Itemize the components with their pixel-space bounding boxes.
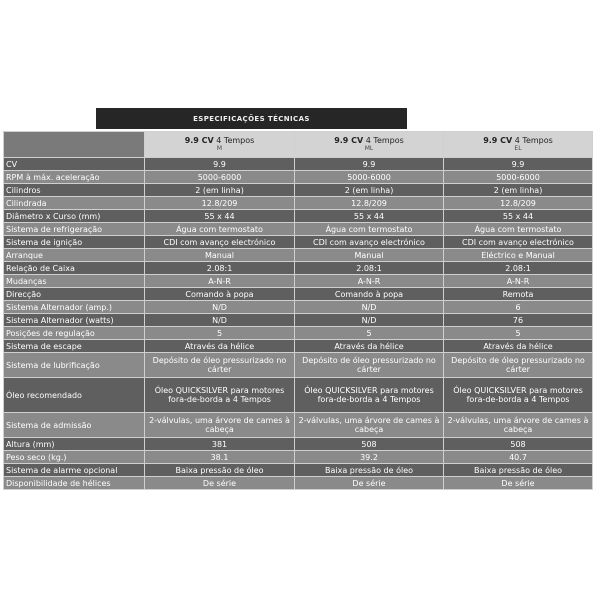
model-code: M — [216, 145, 223, 152]
column-header-m: 9.9 CV 4 Tempos M — [145, 132, 295, 158]
row-label: Óleo recomendado — [4, 378, 145, 413]
table-row — [4, 464, 593, 477]
cell-value: 9.9 — [295, 158, 444, 171]
cell-value: Remota — [444, 288, 593, 301]
row-label: RPM à máx. aceleração — [4, 171, 145, 184]
row-label: Peso seco (kg.) — [4, 451, 145, 464]
cell-value: A-N-R — [295, 275, 444, 288]
cell-value: Através da hélice — [444, 340, 593, 353]
model-code: EL — [514, 145, 522, 152]
row-label: Sistema Alternador (watts) — [4, 314, 145, 327]
cell-value: 55 x 44 — [145, 210, 295, 223]
row-label: Arranque — [4, 249, 145, 262]
cell-value: 508 — [444, 438, 593, 451]
table-row — [4, 210, 593, 223]
table-row — [4, 438, 593, 451]
cell-value: 38.1 — [145, 451, 295, 464]
table-row — [4, 378, 593, 413]
cell-value: 12.8/209 — [444, 197, 593, 210]
cell-value: 6 — [444, 301, 593, 314]
row-label: Sistema de admissão — [4, 413, 145, 438]
model-code: ML — [364, 145, 374, 152]
table-row — [4, 451, 593, 464]
cell-value: CDI com avanço electrónico — [295, 236, 444, 249]
table-row — [4, 477, 593, 490]
cell-value: Depósito de óleo pressurizado no cárter — [295, 353, 444, 378]
row-label: Cilindros — [4, 184, 145, 197]
cell-value: 2.08:1 — [295, 262, 444, 275]
row-label: Sistema Alternador (amp.) — [4, 301, 145, 314]
cell-value: 40.7 — [444, 451, 593, 464]
cell-value: Depósito de óleo pressurizado no cárter — [145, 353, 295, 378]
row-label: Mudanças — [4, 275, 145, 288]
row-label: Sistema de escape — [4, 340, 145, 353]
cell-value: N/D — [295, 314, 444, 327]
row-label: Cilindrada — [4, 197, 145, 210]
cell-value: 5 — [295, 327, 444, 340]
cell-value: De série — [295, 477, 444, 490]
cell-value: 55 x 44 — [444, 210, 593, 223]
cell-value: 76 — [444, 314, 593, 327]
table-row — [4, 158, 593, 171]
table-row — [4, 249, 593, 262]
cell-value: A-N-R — [444, 275, 593, 288]
cell-value: Manual — [145, 249, 295, 262]
cell-value: 55 x 44 — [295, 210, 444, 223]
row-label: Altura (mm) — [4, 438, 145, 451]
cell-value: 9.9 — [145, 158, 295, 171]
cell-value: Comando à popa — [295, 288, 444, 301]
row-label: CV — [4, 158, 145, 171]
row-label: Sistema de refrigeração — [4, 223, 145, 236]
column-header-el: 9.9 CV 4 Tempos EL — [444, 132, 593, 158]
cell-value: Eléctrico e Manual — [444, 249, 593, 262]
row-label: Sistema de alarme opcional — [4, 464, 145, 477]
page-title: ESPECIFICAÇÕES TÉCNICAS — [96, 108, 407, 129]
row-label: Direcção — [4, 288, 145, 301]
row-label: Posições de regulação — [4, 327, 145, 340]
cell-value: Manual — [295, 249, 444, 262]
row-label: Sistema de lubrificação — [4, 353, 145, 378]
cell-value: 5000-6000 — [145, 171, 295, 184]
cell-value: 381 — [145, 438, 295, 451]
cell-value: 5000-6000 — [444, 171, 593, 184]
cell-value: De série — [444, 477, 593, 490]
cell-value: Óleo QUICKSILVER para motores fora-de-borda a 4 Tempos — [295, 378, 444, 413]
header-corner — [4, 132, 145, 158]
cell-value: N/D — [145, 314, 295, 327]
table-row — [4, 327, 593, 340]
cell-value: N/D — [145, 301, 295, 314]
cell-value: Óleo QUICKSILVER para motores fora-de-borda a 4 Tempos — [444, 378, 593, 413]
cell-value: Através da hélice — [145, 340, 295, 353]
table-row — [4, 197, 593, 210]
table-row — [4, 288, 593, 301]
table-row — [4, 314, 593, 327]
table-row — [4, 184, 593, 197]
row-label: Diâmetro x Curso (mm) — [4, 210, 145, 223]
specifications-table — [3, 131, 593, 490]
column-header-ml: 9.9 CV 4 Tempos ML — [295, 132, 444, 158]
table-row — [4, 223, 593, 236]
table-row — [4, 413, 593, 438]
cell-value: 2.08:1 — [145, 262, 295, 275]
cell-value: 508 — [295, 438, 444, 451]
cell-value: Baixa pressão de óleo — [444, 464, 593, 477]
cell-value: Depósito de óleo pressurizado no cárter — [444, 353, 593, 378]
cell-value: Óleo QUICKSILVER para motores fora-de-borda a 4 Tempos — [145, 378, 295, 413]
cell-value: CDI com avanço electrónico — [444, 236, 593, 249]
cell-value: 9.9 — [444, 158, 593, 171]
cell-value: 2-válvulas, uma árvore de cames à cabeça — [444, 413, 593, 438]
cell-value: Água com termostato — [444, 223, 593, 236]
cell-value: 5 — [145, 327, 295, 340]
row-label: Disponibilidade de hélices — [4, 477, 145, 490]
header-row — [4, 132, 593, 158]
cell-value: 2 (em linha) — [145, 184, 295, 197]
table-row — [4, 262, 593, 275]
cell-value: N/D — [295, 301, 444, 314]
table-row — [4, 353, 593, 378]
table-row — [4, 275, 593, 288]
table-row — [4, 171, 593, 184]
cell-value: Comando à popa — [145, 288, 295, 301]
cell-value: 2-válvulas, uma árvore de cames à cabeça — [145, 413, 295, 438]
cell-value: De série — [145, 477, 295, 490]
cell-value: Água com termostato — [145, 223, 295, 236]
cell-value: 2 (em linha) — [444, 184, 593, 197]
cell-value: 12.8/209 — [145, 197, 295, 210]
cell-value: A-N-R — [145, 275, 295, 288]
cell-value: 2-válvulas, uma árvore de cames à cabeça — [295, 413, 444, 438]
cell-value: Através da hélice — [295, 340, 444, 353]
row-label: Sistema de ignição — [4, 236, 145, 249]
cell-value: 12.8/209 — [295, 197, 444, 210]
cell-value: 5 — [444, 327, 593, 340]
cell-value: Baixa pressão de óleo — [295, 464, 444, 477]
cell-value: 2 (em linha) — [295, 184, 444, 197]
table-row — [4, 236, 593, 249]
cell-value: CDI com avanço electrónico — [145, 236, 295, 249]
row-label: Relação de Caixa — [4, 262, 145, 275]
cell-value: 39.2 — [295, 451, 444, 464]
table-row — [4, 340, 593, 353]
table-row — [4, 301, 593, 314]
cell-value: 2.08:1 — [444, 262, 593, 275]
cell-value: Água com termostato — [295, 223, 444, 236]
cell-value: Baixa pressão de óleo — [145, 464, 295, 477]
cell-value: 5000-6000 — [295, 171, 444, 184]
